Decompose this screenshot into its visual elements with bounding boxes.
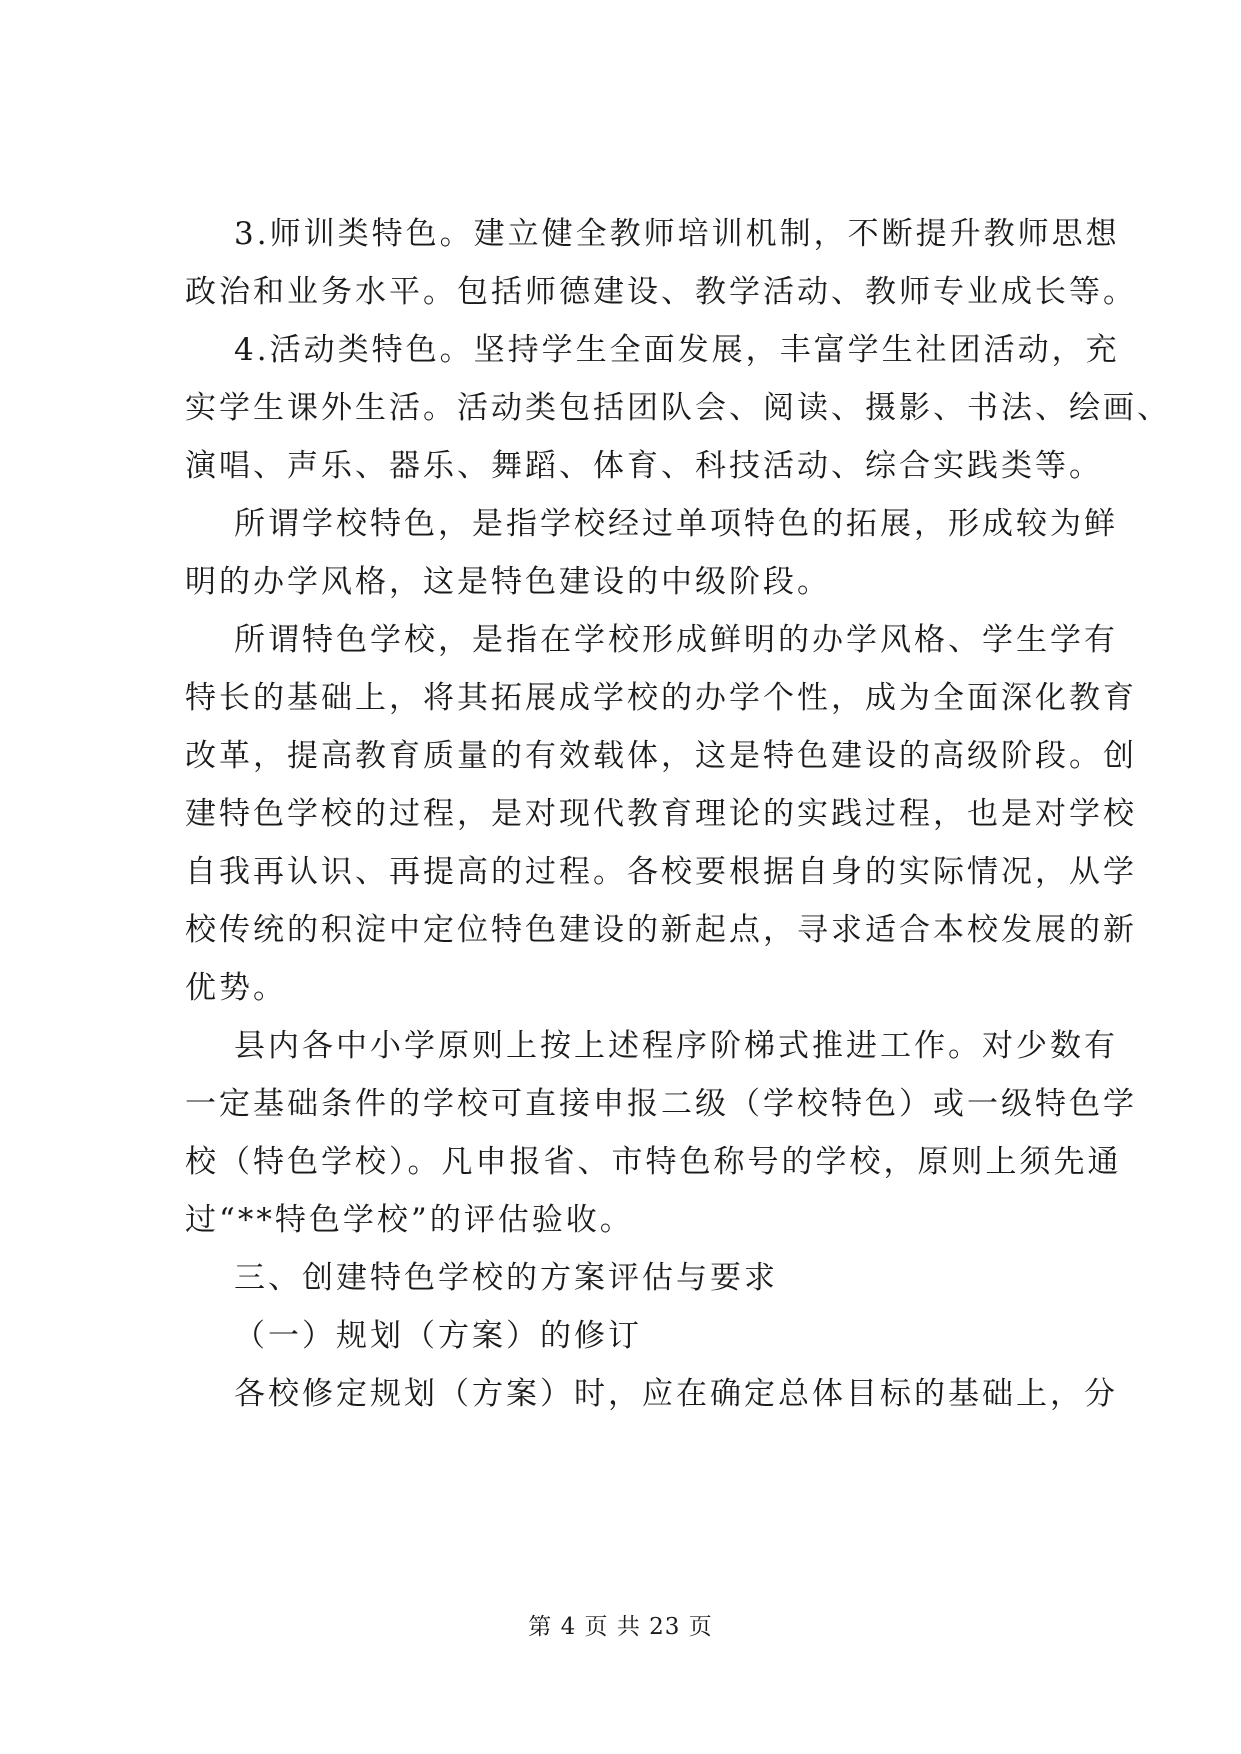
text-line-6: 所谓学校特色，是指学校经过单项特色的拓展，形成较为鲜 bbox=[234, 506, 1118, 542]
text-line-21: 各校修定规划（方案）时，应在确定总体目标的基础上，分 bbox=[234, 1376, 1118, 1412]
text-line-5: 演唱、声乐、器乐、舞蹈、体育、科技活动、综合实践类等。 bbox=[185, 448, 1103, 484]
section-heading: 三、创建特色学校的方案评估与要求 bbox=[234, 1260, 778, 1296]
text-line-1: 3.师训类特色。建立健全教师培训机制，不断提升教师思想 bbox=[234, 216, 1120, 252]
text-line-11: 建特色学校的过程，是对现代教育理论的实践过程，也是对学校 bbox=[185, 796, 1137, 832]
text-line-18: 过“**特色学校”的评估验收。 bbox=[185, 1202, 634, 1238]
text-line-8: 所谓特色学校，是指在学校形成鲜明的办学风格、学生学有 bbox=[234, 622, 1118, 658]
text-line-14: 优势。 bbox=[185, 970, 287, 1006]
text-line-7: 明的办学风格，这是特色建设的中级阶段。 bbox=[185, 564, 831, 600]
text-line-3: 4.活动类特色。坚持学生全面发展，丰富学生社团活动，充 bbox=[234, 332, 1120, 368]
text-line-17: 校（特色学校）。凡申报省、市特色称号的学校，原则上须先通 bbox=[185, 1144, 1122, 1180]
text-line-10: 改革，提高教育质量的有效载体，这是特色建设的高级阶段。创 bbox=[185, 738, 1137, 774]
text-line-4: 实学生课外生活。活动类包括团队会、阅读、摄影、书法、绘画、 bbox=[185, 390, 1171, 426]
subsection-heading: （一）规划（方案）的修订 bbox=[234, 1318, 642, 1354]
text-line-2: 政治和业务水平。包括师德建设、教学活动、教师专业成长等。 bbox=[185, 274, 1137, 310]
text-line-15: 县内各中小学原则上按上述程序阶梯式推进工作。对少数有 bbox=[234, 1028, 1118, 1064]
text-line-16: 一定基础条件的学校可直接申报二级（学校特色）或一级特色学 bbox=[185, 1086, 1137, 1122]
text-line-12: 自我再认识、再提高的过程。各校要根据自身的实际情况，从学 bbox=[185, 854, 1137, 890]
page-number-footer: 第 4 页 共 23 页 bbox=[528, 1614, 713, 1640]
text-line-9: 特长的基础上，将其拓展成学校的办学个性，成为全面深化教育 bbox=[185, 680, 1137, 716]
text-line-13: 校传统的积淀中定位特色建设的新起点，寻求适合本校发展的新 bbox=[185, 912, 1137, 948]
